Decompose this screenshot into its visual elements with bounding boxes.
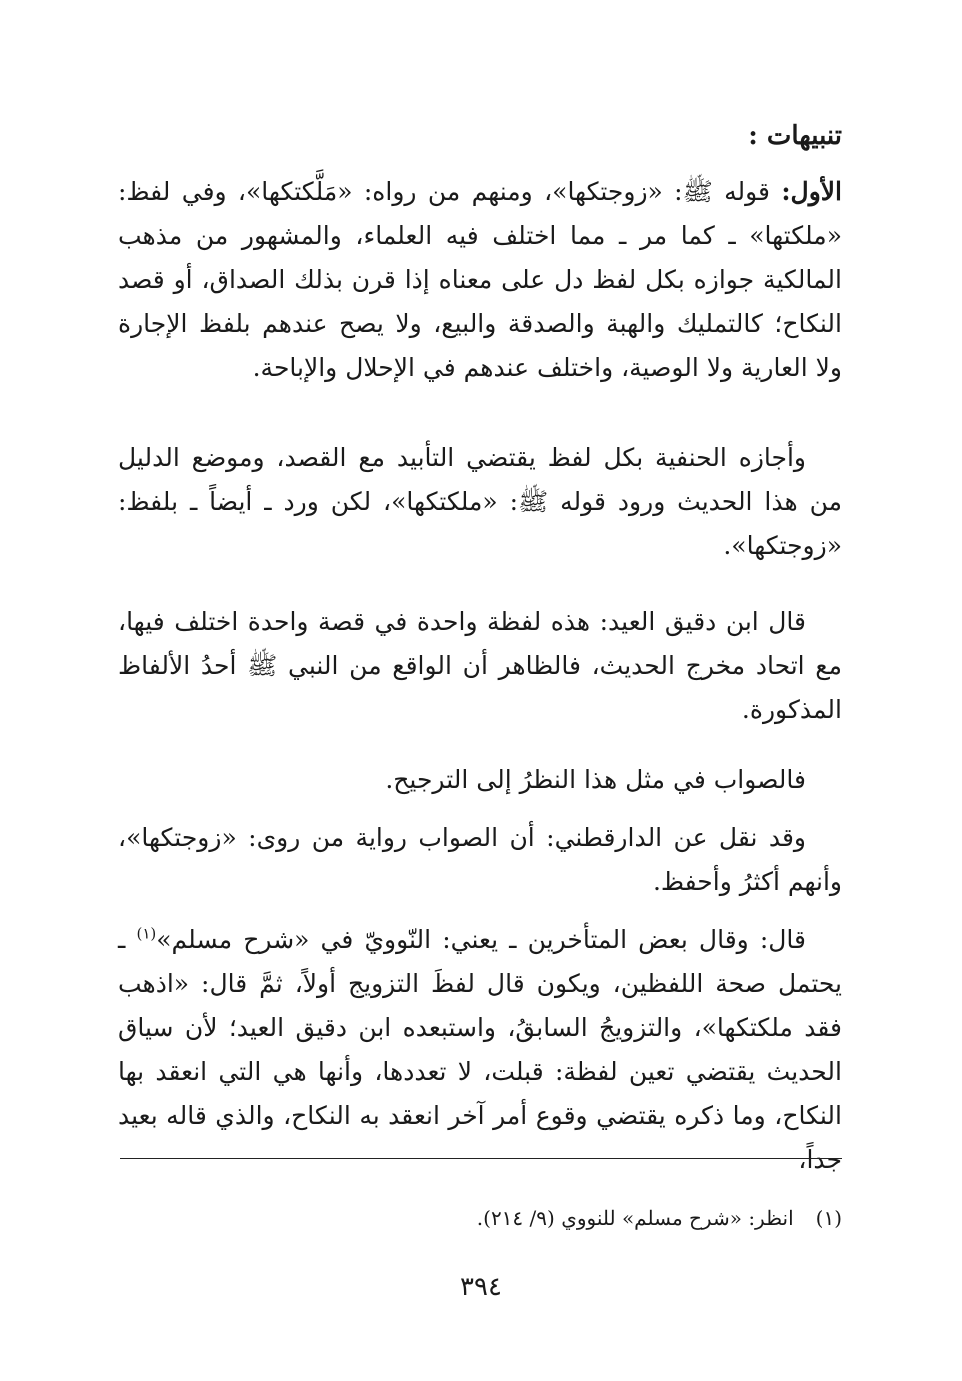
- paragraph-sawab: [118, 758, 842, 802]
- paragraph-ibn-daqiq: [118, 600, 842, 732]
- footnote-text: انظر: «شرح مسلم» للنووي (٩/ ٢١٤).: [476, 1206, 794, 1230]
- paragraph-text: قال: وقال بعض المتأخرين ـ يعني: النّوويّ في «شرح مسلم»: [156, 925, 806, 954]
- paragraph-hanafi: [118, 436, 842, 568]
- page-number: ٣٩٤: [460, 1272, 502, 1302]
- section-heading: تنبيهات :: [748, 121, 842, 151]
- footnote-divider: [120, 1158, 842, 1159]
- paragraph-text: وأجازه الحنفية بكل لفظ يقتضي التأبيد مع القصد، وموضع الدليل من هذا الحديث ورود قوله ﷺ: «ملكتكها»، لكن ورد ـ أيضاً ـ بلفظ: «زوجتكها».: [118, 443, 842, 560]
- paragraph-text-continued: ـ يحتمل صحة اللفظين، ويكون قال لفظَ التزويج أولاً، ثمَّ قال: «اذهب فقد ملكتكها»، والتزويجُ السابقُ، واستبعده ابن دقيق العيد؛ لأن سياق الحديث يقتضي تعين لفظة: قبلت، لا تعددها، وأنها هي التي انعقد بها النكاح، وما ذكره يقتضي وقوع أمر آخر انعقد به النكاح، والذي قاله بعيد جداً،: [118, 925, 842, 1174]
- footnote: [120, 1203, 842, 1233]
- paragraph-text: قوله ﷺ: «زوجتكها»، ومنهم من رواه: «مَلَّكتكها»، وفي لفظ: «ملكتها» ـ كما مر ـ مما اختلف فيه العلماء، والمشهور من مذهب المالكية جوازه بكل لفظ دل على معناه إذا قرن بذلك الصداق، أو قصد النكاح؛ كالتمليك والهبة والصدقة والبيع، ولا يصح عندهم بلفظ الإجارة ولا العارية ولا الوصية، واختلف عندهم في الإحلال والإباحة.: [118, 177, 842, 382]
- paragraph-first: [118, 170, 842, 390]
- paragraph-daraqutni: [118, 816, 842, 904]
- paragraph-nawawi: [118, 918, 842, 1182]
- paragraph-lead: الأول:: [781, 177, 842, 206]
- footnote-number: (١): [815, 1206, 842, 1230]
- paragraph-text: فالصواب في مثل هذا النظرُ إلى الترجيح.: [385, 765, 806, 794]
- paragraph-text: وقد نقل عن الدارقطني: أن الصواب رواية من روى: «زوجتكها»، وأنهم أكثرُ وأحفظ.: [118, 823, 842, 896]
- paragraph-text: قال ابن دقيق العيد: هذه لفظة واحدة في قصة واحدة اختلف فيها، مع اتحاد مخرج الحديث، فالظاهر أن الواقع من النبي ﷺ أحدُ الألفاظ المذكورة.: [118, 607, 842, 724]
- footnote-reference[interactable]: (١): [136, 924, 157, 943]
